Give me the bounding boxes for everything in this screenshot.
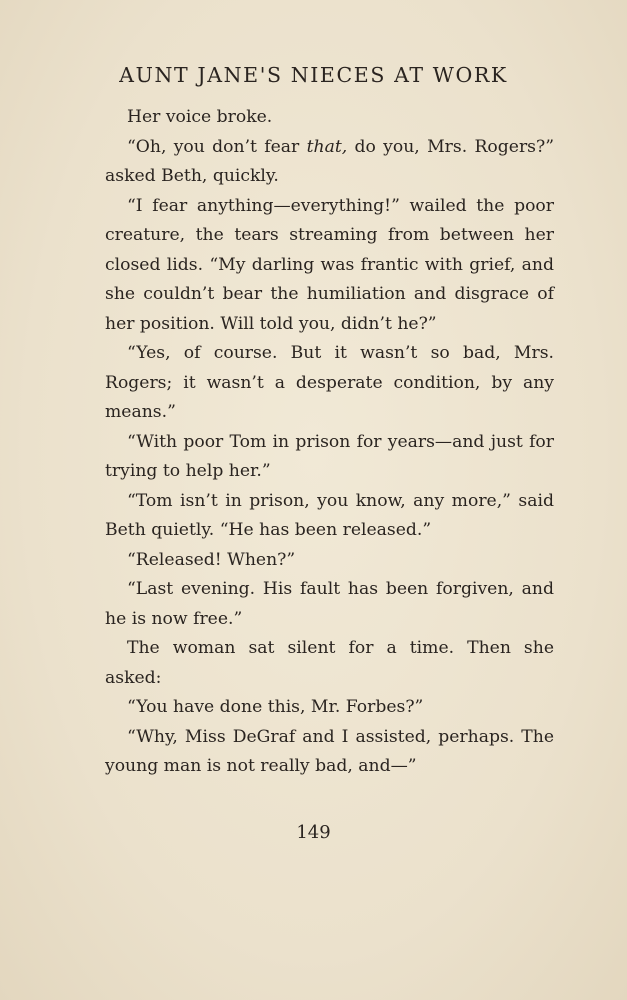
emphasized-word: that, (306, 136, 348, 157)
paragraph: “I fear anything—everything!” wailed the poor creature, the tears streaming from between her closed lids. “My darling was frantic with grief, and she couldn’t bear the humiliation and disgrace of her position. Will told you, didn’t he?” (105, 195, 554, 334)
running-head: AUNT JANE'S NIECES AT WORK (119, 63, 508, 87)
paragraph-text: do you, Mrs. Rogers?” asked Beth, quickly. (105, 136, 554, 186)
page-number: 149 (296, 822, 331, 843)
paragraph: “You have done this, Mr. Forbes?” (127, 697, 424, 717)
paragraph: “Why, Miss DeGraf and I assisted, perhaps. The young man is not really bad, and—” (105, 726, 554, 776)
paragraph: “Yes, of course. But it wasn’t so bad, Mrs. Rogers; it wasn’t a desperate condition, by any means.” (105, 343, 554, 422)
paragraph: “Tom isn’t in prison, you know, any more,” said Beth quietly. “He has been released.” (105, 490, 554, 540)
paragraph: The woman sat silent for a time. Then she asked: (105, 638, 554, 688)
body-text (105, 103, 554, 782)
paragraph: “Released! When?” (127, 549, 296, 570)
paragraph: “With poor Tom in prison for years—and just for trying to help her.” (105, 431, 554, 481)
paragraph: Her voice broke. (127, 107, 273, 127)
paragraph: “Last evening. His fault has been forgiven, and he is now free.” (105, 579, 554, 629)
paragraph-text: “Oh, you don’t fear (127, 136, 307, 157)
paragraph (105, 133, 554, 192)
